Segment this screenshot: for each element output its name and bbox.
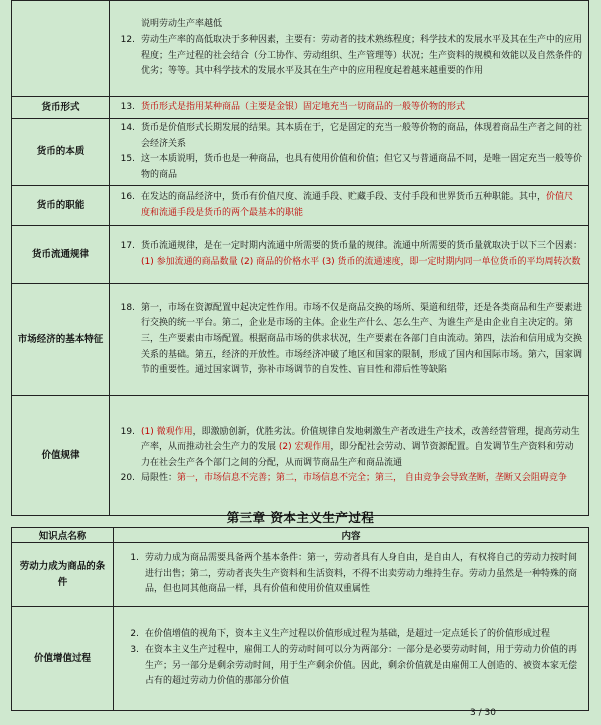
topic-content [110, 284, 589, 396]
table-row [12, 396, 589, 516]
topic-content [110, 1, 589, 97]
topic-name: 价值规律 [12, 396, 110, 516]
text-segment: ，即激励创新，优胜劣汰。价值规律自发地刺激生产者改进生产技术，改善经营管理，提高劳动生产率，从而推动社会生产力的发展 [141, 426, 580, 453]
list-item [116, 239, 582, 270]
list-item [116, 190, 582, 221]
topic-name [12, 1, 110, 97]
text-segment: 在资本主义生产过程中，雇佣工人的劳动时间可以分为两部分：一部分是必要劳动时间，用于劳动力价值的再生产；另一部分是剩余劳动时间，用于生产剩余价值。因此，剩余价值就是由雇佣工人创造的、被资本家无偿占有的超过劳动力价值的那部分价值 [145, 644, 578, 687]
text-segment: 在价值增值的视角下，资本主义生产过程以价值形成过程为基础，是超过一定点延长了的价值形成过程 [145, 629, 551, 640]
table-header-row [12, 528, 589, 543]
table-row [12, 97, 589, 119]
topic-name: 市场经济的基本特征 [12, 284, 110, 396]
topic-content [110, 97, 589, 119]
item-number: 15. [120, 154, 135, 165]
item-text [141, 301, 582, 379]
item-text [141, 121, 582, 152]
topic-name: 货币形式 [12, 97, 110, 119]
list-item [116, 152, 582, 183]
table-row [12, 607, 589, 711]
item-number: 13. [120, 101, 135, 112]
topic-name: 劳动力成为商品的条件 [12, 543, 114, 607]
item-number: 1. [130, 553, 139, 564]
page-number: 3 / 30 [470, 708, 496, 718]
text-segment: 劳动力成为商品需要具备两个基本条件：第一，劳动者具有人身自由，是自由人，有权将自己的劳动力按时间进行出售；第二，劳动者丧失生产资料和生活资料，不得不出卖劳动力维持生存。劳动力虽然是一种特殊的商品，但也同其他商品一样，具有价值和使用价值双重属性 [145, 553, 578, 595]
topic-content [110, 119, 589, 186]
highlight-text: (2) 宏观作用 [278, 442, 331, 453]
item-text [141, 17, 582, 33]
item-text [141, 152, 582, 183]
topic-content [114, 607, 589, 711]
item-number: 12. [120, 34, 135, 45]
text-segment: 第一，市场在资源配置中起决定性作用。市场不仅是商品交换的场所、渠道和纽带，还是各类商品和生产要素进行交换的统一平台。第二，企业是市场的主体。企业生产什么、怎么生产、为谁生产是由企业自主决定的。第三，生产要素由市场配置。根据商品市场的供求状况，生产要素在各部门自由流动。第四，法治和信用成为交换关系的基础。第五，经济的开放性。市场经济冲破了地区和国家的限制，形成了国内和国际市场。第六，国家调节的重要性。通过国家调节，弥补市场调节的自发性、盲目性和滞后性等缺陷 [141, 302, 583, 376]
chapter-title: 第三章 资本主义生产过程 [226, 510, 375, 525]
item-text [141, 33, 582, 80]
item-number: 18. [120, 302, 135, 313]
item-text [145, 551, 582, 598]
list-item [116, 33, 582, 80]
header-content: 内容 [114, 528, 589, 543]
topic-content [110, 396, 589, 516]
header-name: 知识点名称 [12, 528, 114, 543]
highlight-text: 价值尺度和流通手段是货币的两个最基本的职能 [141, 192, 574, 218]
knowledge-table-ch2 [11, 0, 589, 516]
item-number: 20. [120, 473, 135, 484]
item-text [141, 425, 582, 472]
list-item [116, 121, 582, 152]
list-item [120, 643, 582, 690]
text-segment: 说明劳动生产率越低 [141, 19, 223, 30]
topic-name: 货币流通规律 [12, 226, 110, 284]
list-item [120, 551, 582, 598]
list-item [116, 301, 582, 379]
item-number: 16. [120, 192, 135, 203]
text-segment: 劳动生产率的高低取决于多种因素，主要有：劳动者的技术熟练程度；科学技术的发展水平及其在生产中的应用程度；生产过程的社会结合（分工协作、劳动组织、生产管理等）状况；生产资料的规模和效能以及自然条件的优劣；等等。其中科学技术的发展水平及其在生产中的应用程度起着越来越重要的作用 [141, 34, 583, 77]
highlight-text: (1) 微观作用 [141, 426, 193, 437]
list-item [116, 425, 582, 472]
item-number [116, 17, 141, 33]
list-item [116, 17, 582, 33]
topic-content [110, 226, 589, 284]
text-segment: ，即分配社会劳动、调节资源配置。自发调节生产资料和劳动力在社会生产各个部门之间的分配，从而调节商品生产和商品流通 [141, 442, 574, 468]
text-segment: 局限性： [141, 473, 178, 484]
table-row [12, 119, 589, 186]
topic-content [110, 186, 589, 226]
topic-content [114, 543, 589, 607]
table-row [12, 284, 589, 396]
table-row [12, 543, 589, 607]
item-text [141, 190, 582, 221]
item-text [141, 100, 582, 116]
list-item [116, 471, 582, 487]
highlight-text: 第一，市场信息不完善；第二，市场信息不完全；第三， 自由竞争会导致垄断，垄断又会阻碍竞争 [177, 473, 567, 484]
topic-name: 货币的职能 [12, 186, 110, 226]
topic-name: 价值增值过程 [12, 607, 114, 711]
text-segment: 在发达的商品经济中，货币有价值尺度、流通手段、贮藏手段、支付手段和世界货币五种职能。其中， [141, 192, 547, 203]
item-number: 3. [130, 644, 139, 655]
text-segment: 这一本质说明，货币也是一种商品，也具有使用价值和价值；但它又与普通商品不同，是唯一固定充当一般等价物的商品 [141, 154, 583, 180]
item-number: 2. [130, 629, 139, 640]
item-number: 19. [120, 426, 135, 437]
item-text [141, 239, 582, 270]
text-segment: 货币是价值形式长期发展的结果。其本质在于，它是固定的充当一般等价物的商品，体现着商品生产者之间的社会经济关系 [141, 123, 583, 149]
table-row [12, 186, 589, 226]
topic-name: 货币的本质 [12, 119, 110, 186]
highlight-text: (1) 参加流通的商品数量 (2) 商品的价格水平 (3) 货币的流通速度，即一定时期内同一单位货币的平均周转次数 [141, 256, 581, 267]
table-row [12, 226, 589, 284]
item-text [141, 471, 582, 487]
item-number: 17. [120, 241, 135, 252]
highlight-text: 货币形式是指用某种商品（主要是金银）固定地充当一切商品的一般等价物的形式 [141, 101, 466, 112]
table-row [12, 1, 589, 97]
list-item [120, 627, 582, 643]
text-segment: 货币流通规律，是在一定时期内流通中所需要的货币量的规律。流通中所需要的货币量就取决于以下三个因素： [141, 241, 583, 252]
list-item [116, 100, 582, 116]
item-text [145, 627, 582, 643]
knowledge-table-ch3 [11, 527, 589, 711]
item-text [145, 643, 582, 690]
item-number: 14. [120, 123, 135, 133]
